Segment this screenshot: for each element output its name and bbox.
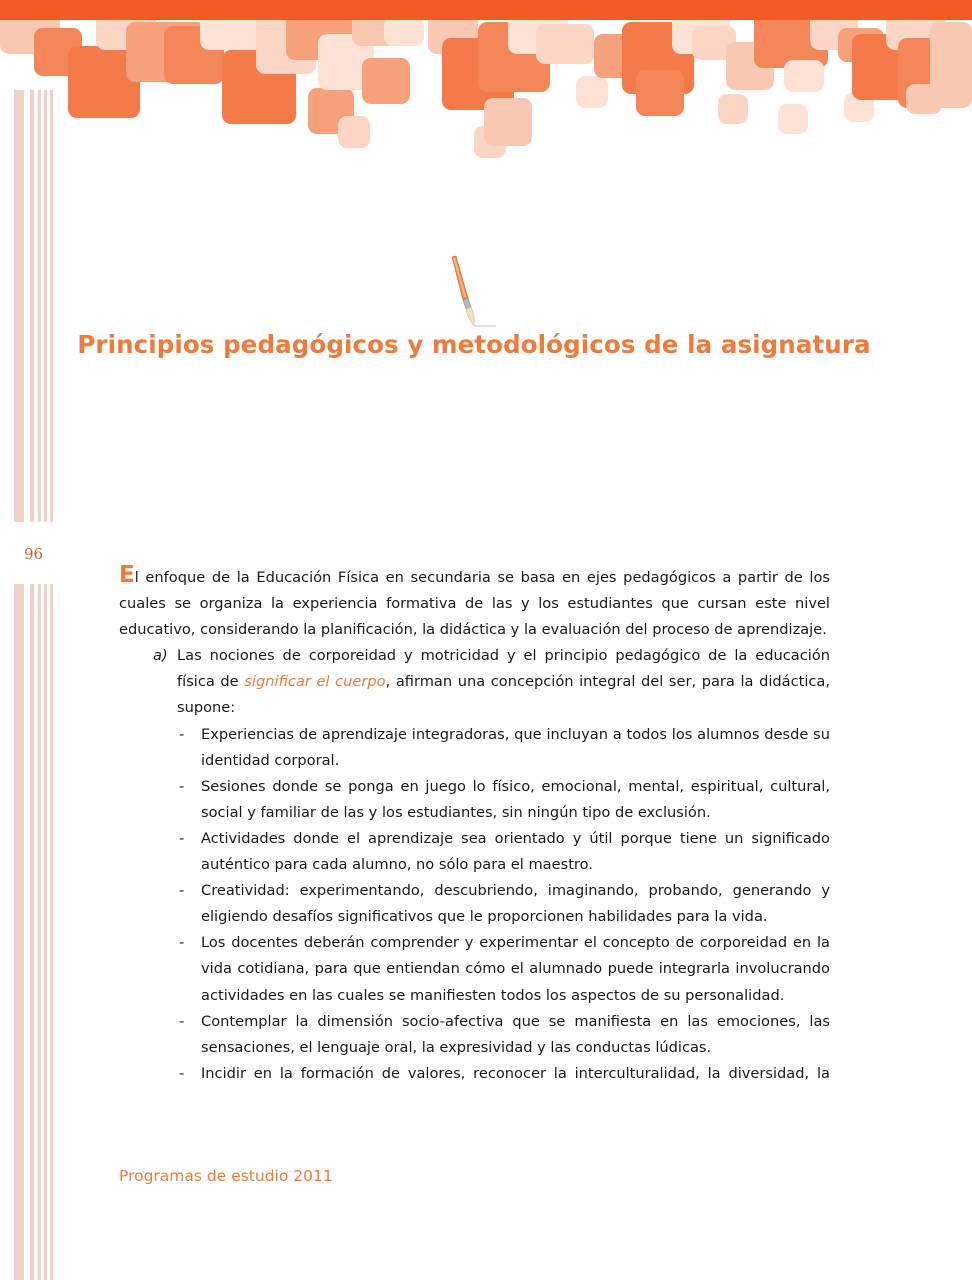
bullet-text: Actividades donde el aprendizaje sea orientado y útil porque tiene un significado auténtico para cada alumno, no sólo para el maestro.	[201, 829, 830, 874]
list-item	[179, 930, 830, 1008]
list-item	[179, 722, 830, 774]
list-item-a	[153, 643, 831, 721]
bullet-list	[179, 722, 830, 1087]
body-content	[119, 562, 831, 1087]
bullet-dash: -	[179, 725, 185, 743]
bullet-text: Experiencias de aprendizaje integradoras, que incluyan a todos los alumnos desde su identidad corporal.	[201, 725, 830, 769]
item-a-emphasis: significar el cuerpo	[244, 673, 386, 691]
item-a-text-after: , afirman una concepción integral del ser, para la didáctica, supone:	[177, 673, 831, 717]
margin-stripes	[14, 90, 58, 1280]
drop-cap: E	[119, 562, 135, 588]
footer-text: Programas de estudio 2011	[119, 1167, 333, 1185]
page-title: Principios pedagógicos y metodológicos de la asignatura	[77, 330, 871, 359]
bullet-dash: -	[179, 1064, 185, 1082]
bullet-dash: -	[179, 1012, 185, 1030]
paintbrush-icon	[446, 254, 502, 330]
bullet-text: Sesiones donde se ponga en juego lo físico, emocional, mental, espiritual, cultural, social y familiar de las y los estudiantes, sin ningún tipo de exclusión.	[201, 777, 830, 821]
item-a-text-before: Las nociones de corporeidad y motricidad y el principio pedagógico de la educación física de	[177, 647, 830, 691]
bullet-dash: -	[179, 882, 185, 900]
list-item	[179, 1009, 830, 1061]
list-item	[179, 826, 830, 878]
list-item	[179, 774, 830, 826]
header-decoration	[0, 0, 972, 170]
bullet-text: Incidir en la formación de valores, reconocer la interculturalidad, la diversidad, la	[201, 1064, 830, 1082]
list-item	[179, 1061, 830, 1087]
bullet-dash: -	[179, 777, 185, 795]
bullet-dash: -	[179, 829, 185, 847]
bullet-text: Los docentes deberán comprender y experimentar el concepto de corporeidad en la vida cotidiana, para que entiendan cómo el alumnado puede integrarla involucrando actividades en las cuales se manifiesten todos los aspectos de su personalidad.	[201, 934, 830, 1004]
list-item	[179, 878, 830, 930]
header-bar	[0, 0, 972, 20]
list-marker: a)	[153, 647, 168, 665]
page-number: 96	[24, 545, 44, 563]
intro-text: l enfoque de la Educación Física en secundaria se basa en ejes pedagógicos a partir de los cuales se organiza la experiencia formativa de las y los estudiantes que cursan este nivel educativo, considerando la planificación, la didáctica y la evaluación del proceso de aprendizaje.	[119, 569, 830, 639]
bullet-text: Creatividad: experimentando, descubriendo, imaginando, probando, generando y eligiendo desafíos significativos que le proporcionen habilidades para la vida.	[201, 882, 830, 926]
intro-paragraph	[119, 562, 830, 643]
bullet-dash: -	[179, 934, 185, 952]
bullet-text: Contemplar la dimensión socio-afectiva que se manifiesta en las emociones, las sensaciones, el lenguaje oral, la expresividad y las conductas lúdicas.	[201, 1012, 830, 1056]
